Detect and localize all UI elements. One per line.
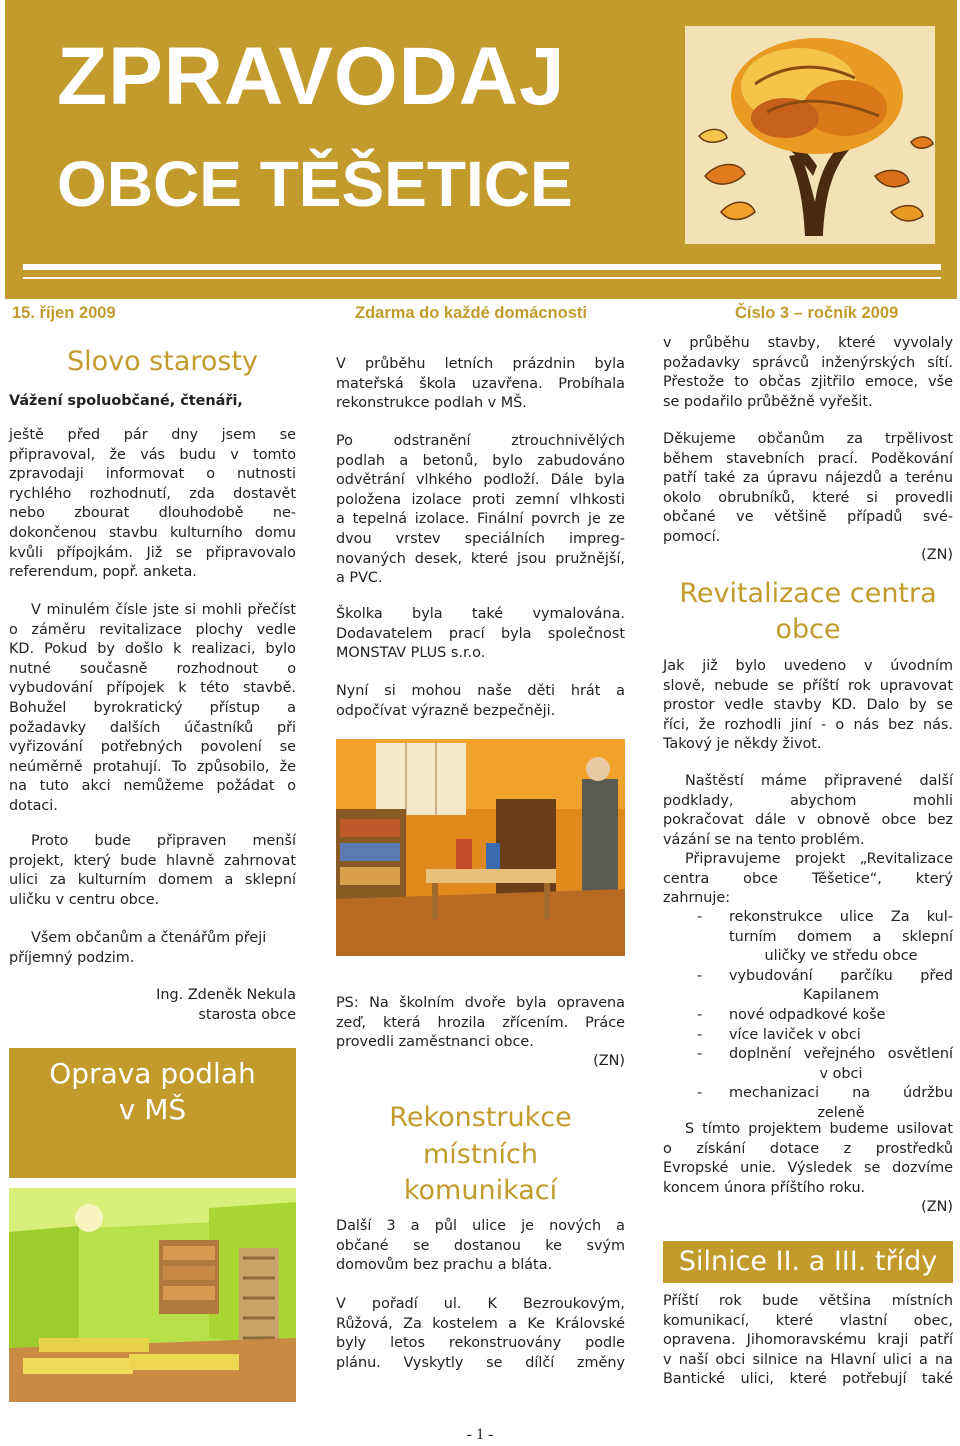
text-line: podklady, abychom mohli: [663, 792, 953, 809]
text-line: o získání dotace z prostředků: [663, 1140, 953, 1157]
text-line: pokračovat dále v obnově obce bez: [663, 812, 953, 829]
list-item-line: zeleně: [817, 1104, 865, 1121]
list-item-line: Kapilanem: [803, 987, 879, 1004]
autumn-tree-illustration: [685, 26, 935, 244]
text-line: Děkujeme občanům za trpělivost: [663, 431, 953, 447]
banner-line-2: v MŠ: [118, 1093, 187, 1126]
text-line: ulici za kulturním domem a sklepní: [9, 872, 296, 889]
text-line: vázání se na tento problém.: [663, 831, 865, 848]
list-item: [663, 1084, 953, 1123]
text-line: Proto bude připraven menší: [31, 833, 296, 849]
roads-class-paragraph: [663, 1292, 953, 1390]
text-line: vybudování přípojek k této stavbě.: [9, 680, 296, 697]
list-item-line: turním domem a sklepní: [729, 928, 953, 945]
text-line: Další 3 a půl ulice je nových a: [336, 1218, 625, 1234]
section-heading-rekonstrukce: [336, 1100, 625, 1210]
text-line: MONSTAV PLUS s.r.o.: [336, 645, 486, 662]
text-line: rychlého rozhodnutí, zda dostavět: [9, 485, 296, 502]
list-item-line: mechanizaci na údržbu: [729, 1085, 953, 1102]
list-bullet: -: [697, 967, 703, 984]
list-item-line: nové odpadkové koše: [729, 1006, 886, 1023]
text-line: dokončenou stavbu kulturního domu: [9, 524, 296, 541]
text-line: občané ve většině případů své-: [663, 509, 953, 526]
text-line: v průběhu stavby, které vyvolaly: [663, 335, 953, 351]
list-bullet: -: [697, 1046, 703, 1063]
text-line: S tímto projektem budeme usilovat: [685, 1121, 953, 1137]
kindergarten-paragraph-1: [336, 432, 625, 589]
section-banner-silnice: Silnice II. a III. třídy: [663, 1241, 953, 1283]
list-item: [663, 967, 953, 1006]
roads-paragraph-1: [336, 1217, 625, 1276]
masthead-rule-thick: [23, 264, 941, 270]
text-line: Jak již bylo uvedeno v úvodním: [663, 658, 953, 674]
text-line: Školka byla také vymalována.: [336, 606, 625, 622]
text-line: rekonstrukce podlah v MŠ.: [336, 395, 527, 412]
thanks-signature: (ZN): [921, 547, 953, 563]
text-line: požadavky dalších účastníků při: [9, 719, 296, 736]
list-item: [663, 1045, 953, 1084]
text-line: připravoval, že vás budu v tomto: [9, 446, 296, 463]
revitalization-paragraph-1: [663, 657, 953, 755]
list-item: [663, 1006, 953, 1026]
list-item-line: více laviček v obci: [729, 1026, 861, 1043]
revitalization-paragraph-2: [663, 772, 953, 850]
text-line: obce: [775, 614, 841, 645]
roads-paragraph-continued: [663, 334, 953, 412]
mayor-paragraph-4: [9, 929, 296, 968]
text-line: domovům bez prachu a bláta.: [336, 1257, 553, 1274]
list-item-line: vybudování parčíku před: [729, 967, 953, 984]
text-line: položena izolace proti zemní vlhkosti: [336, 491, 625, 508]
thanks-paragraph: [663, 430, 953, 548]
text-line: zpravodaji informovat o nutnosti: [9, 466, 296, 483]
text-line: na tuto akci nemůžeme požádat o: [9, 778, 296, 795]
revitalization-signature: (ZN): [921, 1199, 953, 1215]
text-line: plánu. Vyskytly se dílčí změny: [336, 1354, 625, 1371]
text-line: Evropské unie. Výsledek se dozvíme: [663, 1160, 953, 1177]
signature-name: Ing. Zdeněk Nekula: [156, 987, 296, 1003]
text-line: nutné současně rozhodnout o: [9, 660, 296, 677]
list-item-line: v obci: [819, 1065, 863, 1082]
salutation: Vážení spoluobčané, čtenáři,: [9, 393, 243, 409]
text-line: neúměrně protahují. To způsobilo, že: [9, 758, 296, 775]
text-line: KD. Pokud by došlo k realizaci, bylo: [9, 641, 296, 658]
masthead: [5, 0, 957, 299]
kindergarten-intro: [336, 355, 625, 414]
text-line: V průběhu letních prázdnin byla: [336, 356, 625, 372]
text-line: Přestože to občas zjitřilo emoce, vše: [663, 374, 953, 391]
page-number: - 1 -: [466, 1426, 494, 1443]
mayor-paragraph-3: [9, 832, 296, 910]
section-heading-revitalizace: [663, 576, 953, 648]
masthead-rule-thin: [23, 277, 941, 279]
list-item-line: rekonstrukce ulice Za kul-: [729, 909, 953, 925]
text-line: V minulém čísle jste si mohli přečíst: [31, 602, 296, 618]
text-line: Připravujeme projekt „Revitalizace: [685, 851, 953, 867]
text-line: občané se dostanou ke svým: [336, 1237, 625, 1254]
text-line: novaných desek, které jsou pružnější,: [336, 550, 625, 567]
text-line: Naštěstí máme připravené další: [685, 773, 953, 789]
text-line: Příští rok bude většina místních: [663, 1293, 953, 1309]
kindergarten-paragraph-2: [336, 605, 625, 664]
issue-tagline: Zdarma do každé domácnosti: [355, 304, 587, 322]
text-line: požadavky správců inženýrských sítí.: [663, 354, 953, 371]
text-line: okolo obrubníků, které si provedli: [663, 489, 953, 506]
text-line: Takový je někdy život.: [663, 736, 822, 753]
text-line: referendum, popř. anketa.: [9, 564, 197, 581]
text-line: Bohužel byrokratický přístup a: [9, 699, 296, 716]
text-line: nebo zbourat dlouhodobě ne-: [9, 505, 296, 522]
text-line: koncem února příštího roku.: [663, 1179, 866, 1196]
list-item: [663, 1026, 953, 1046]
text-line: se podařilo průběžně vyřešit.: [663, 393, 873, 410]
text-line: podlah a betonů, bylo zabudováno: [336, 452, 625, 469]
list-item: [663, 908, 953, 967]
text-line: pomocí.: [663, 528, 721, 545]
text-line: Dodavatelem prací byla společnost: [336, 625, 625, 642]
text-line: komunikací, které vlastní obec,: [663, 1312, 953, 1329]
text-line: Rekonstrukce: [389, 1102, 572, 1133]
text-line: byly letos rekonstruovány podle: [336, 1335, 625, 1352]
revitalization-paragraph-3: [663, 850, 953, 909]
text-line: provedli zaměstnanci obce.: [336, 1034, 534, 1051]
text-line: říci, že rozhodli jiní - o nás bez nás.: [663, 716, 953, 733]
text-line: o záměru revitalizace plochy vedle: [9, 621, 296, 638]
text-line: Po odstranění ztrouchnivělých: [336, 433, 625, 449]
text-line: Nyní si mohou naše děti hrát a: [336, 683, 625, 699]
issue-number: Číslo 3 – ročník 2009: [735, 304, 899, 322]
text-line: V pořadí ul. K Bezroukovým,: [336, 1296, 625, 1312]
text-line: zeď, která hrozila zřícením. Práce: [336, 1014, 625, 1031]
signature-role: starosta obce: [198, 1007, 296, 1023]
mayor-paragraph-2: [9, 601, 296, 817]
list-bullet: -: [697, 1085, 703, 1102]
list-item-line: doplnění veřejného osvětlení: [729, 1046, 953, 1063]
issue-date: 15. říjen 2009: [12, 304, 116, 322]
text-line: patří také za úpravu nájezdů a terénu: [663, 470, 953, 487]
text-line: opravena. Jihomoravskému kraji patří: [663, 1332, 953, 1349]
section-banner-oprava-podlah: [9, 1048, 296, 1178]
text-line: dvou vrstev speciálních impreg-: [336, 530, 625, 547]
text-line: PS: Na školním dvoře byla opravena: [336, 995, 625, 1011]
section-heading-slovo-starosty: Slovo starosty: [66, 346, 259, 377]
roads-paragraph-2: [336, 1295, 625, 1373]
text-line: Růžová, Za kostelem a Ke Královské: [336, 1315, 625, 1332]
revitalization-paragraph-4: [663, 1120, 953, 1198]
text-line: příjemný podzim.: [9, 949, 135, 966]
kindergarten-room-photo-1: [9, 1188, 296, 1402]
mayor-paragraph-1: [9, 426, 296, 583]
text-line: zahrnuje:: [663, 890, 731, 907]
text-line: Revitalizace centra: [679, 578, 937, 609]
text-line: prostor vedle stavby KD. Dalo by se: [663, 697, 953, 714]
newsletter-subtitle: OBCE TĚŠETICE: [57, 148, 573, 220]
text-line: Všem občanům a čtenářům přeji: [31, 930, 267, 946]
text-line: během stavebních prací. Poděkování: [663, 450, 953, 467]
text-line: projekt, který bude hlavně zahrnovat: [9, 852, 296, 869]
ps-signature: (ZN): [593, 1053, 625, 1069]
text-line: odpočívat výrazně bezpečněji.: [336, 702, 556, 719]
kindergarten-room-photo-2: [336, 739, 625, 956]
text-line: centra obce Těšetice“, který: [663, 870, 953, 887]
text-line: komunikací: [403, 1175, 558, 1206]
list-bullet: -: [697, 1006, 703, 1023]
text-line: Bantické ulici, které potřebují také: [663, 1371, 953, 1388]
text-line: ještě před pár dny jsem se: [9, 427, 296, 443]
text-line: odvětrání vlhkého podloží. Dále byla: [336, 472, 625, 489]
text-line: kvůli přípojkám. Již se připravovalo: [9, 544, 296, 561]
ps-note: [336, 994, 625, 1053]
list-item-line: uličky ve středu obce: [764, 948, 918, 965]
text-line: vyřizování potřebných povolení se: [9, 739, 296, 756]
text-line: v naší obci silnice na Hlavní ulici a na: [663, 1351, 953, 1368]
text-line: a PVC.: [336, 570, 383, 587]
banner-line-1: Oprava podlah: [49, 1057, 256, 1090]
project-items-list: [663, 908, 953, 1124]
list-bullet: -: [697, 909, 703, 925]
text-line: dotaci.: [9, 797, 58, 814]
list-bullet: -: [697, 1026, 703, 1043]
text-line: mateřská škola uzavřena. Probíhala: [336, 375, 625, 392]
text-line: uličku v centru obce.: [9, 891, 160, 908]
text-line: a tepelná izolace. Finální povrch je ze: [336, 511, 625, 528]
text-line: místních: [422, 1138, 539, 1170]
kindergarten-paragraph-3: [336, 682, 625, 721]
newsletter-title: ZPRAVODAJ: [57, 31, 566, 122]
text-line: slově, nebude se příští rok upravovat: [663, 677, 953, 694]
